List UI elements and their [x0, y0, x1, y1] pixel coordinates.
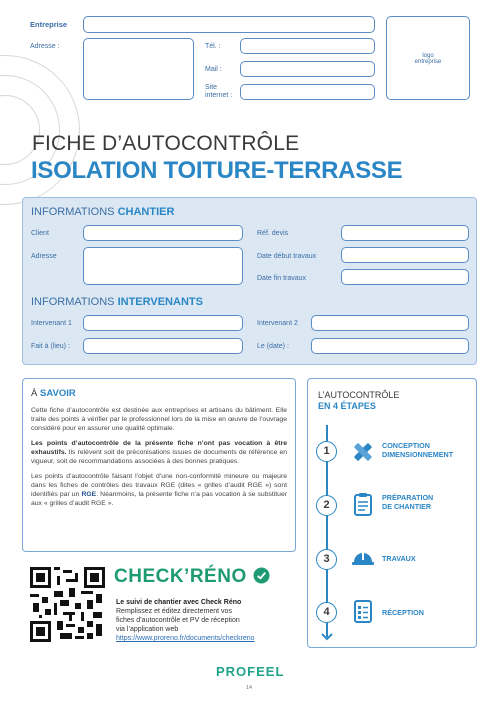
- steps-title: L’AUTOCONTRÔLE: [318, 390, 400, 400]
- intervenant2-label: Intervenant 2: [257, 320, 298, 327]
- intervenants-section-title: [31, 296, 203, 308]
- step-2-line1: PRÉPARATION: [382, 493, 434, 502]
- intervenant2-field[interactable]: [311, 315, 469, 331]
- ref-devis-field[interactable]: [341, 225, 469, 241]
- date-label: Le (date) :: [257, 343, 289, 350]
- step-3-label: TRAVAUX: [382, 554, 416, 563]
- logo-placeholder-line1: logo: [422, 53, 434, 59]
- page-subtitle: ISOLATION TOITURE-TERRASSE: [31, 157, 403, 184]
- checkreno-logo: [114, 566, 270, 588]
- qr-code-icon[interactable]: [30, 567, 105, 642]
- step-1-line1: CONCEPTION: [382, 441, 430, 450]
- a-savoir-p2-bold: Les points d’autocontrôle de la présente fiche n’ont pas vocation à être exhaustifs.: [31, 440, 287, 456]
- date-fin-field[interactable]: [341, 269, 469, 285]
- intervenant1-field[interactable]: [83, 315, 243, 331]
- steps-box: [307, 378, 477, 648]
- date-debut-label: Date début travaux: [257, 253, 317, 260]
- checkreno-line3: fiches d’autocontrôle et PV de réception: [116, 617, 240, 624]
- checkreno-description: [116, 598, 306, 643]
- date-debut-field[interactable]: [341, 247, 469, 263]
- rge-badge: RGE: [81, 491, 97, 498]
- a-savoir-p3: [31, 472, 287, 508]
- step-1-line2: DIMENSIONNEMENT: [382, 450, 454, 459]
- step-1-label: [382, 441, 453, 459]
- clipboard-icon: [350, 491, 376, 517]
- tel-field[interactable]: [240, 38, 375, 54]
- timeline-arrow-icon: [321, 633, 333, 641]
- checkreno-logo-text: CHECK’RÉNO: [114, 566, 247, 587]
- checkreno-line4: via l’application web: [116, 626, 179, 633]
- step-4-number: 4: [316, 602, 337, 623]
- tel-label: Tél. :: [205, 43, 221, 50]
- info-panel: [22, 197, 477, 365]
- fait-a-field[interactable]: [83, 338, 243, 354]
- checkreno-line2: Remplissez et éditez directement vos: [116, 608, 232, 615]
- checkreno-link[interactable]: https://www.proreno.fr/documents/checkreno: [116, 635, 255, 642]
- site-label-2: internet :: [205, 92, 233, 99]
- check-circle-icon: [253, 567, 270, 584]
- a-savoir-p2-rest: Ils relèvent soit de préconisations issues de documents de référence en vigueur, soit de recommandations associées à des bonnes pratiques.: [31, 449, 287, 465]
- site-field[interactable]: [240, 84, 375, 100]
- a-savoir-title: [31, 388, 287, 399]
- checklist-icon: [350, 598, 376, 624]
- chantier-title-light: INFORMATIONS: [31, 206, 118, 218]
- chantier-title-bold: CHANTIER: [117, 206, 175, 218]
- adresse-label: Adresse :: [30, 43, 60, 50]
- a-savoir-p3-b: . Néanmoins, la présente fiche n’a pas vocation à se substituer aux « grilles d’audit RGE ».: [31, 491, 287, 507]
- fait-a-label: Fait à (lieu) :: [31, 343, 70, 350]
- page-title: FICHE D’AUTOCONTRÔLE: [32, 132, 300, 155]
- step-2-line2: DE CHANTIER: [382, 502, 432, 511]
- a-savoir-p2: [31, 439, 287, 466]
- profeel-logo: PROFEEL: [216, 664, 285, 679]
- date-field[interactable]: [311, 338, 469, 354]
- ref-devis-label: Réf. devis: [257, 230, 289, 237]
- entreprise-label: Entreprise: [30, 20, 68, 29]
- a-savoir-p1: Cette fiche d’autocontrôle est destinée aux entreprises et artisans du bâtiment. Elle traite des points à vérifier par le professionnel lors de la mise en œuvre de l’ouvrage considéré pour en assurer une qualité optimale.: [31, 407, 287, 432]
- steps-subtitle: EN 4 ÉTAPES: [318, 401, 376, 411]
- hard-hat-icon: [350, 544, 376, 570]
- ruler-pencil-icon: [350, 439, 376, 465]
- date-fin-label: Date fin travaux: [257, 275, 307, 282]
- a-savoir-title-bold: SAVOIR: [39, 388, 76, 399]
- step-3-number: 3: [316, 549, 337, 570]
- logo-placeholder-line2: entreprise: [414, 59, 442, 65]
- client-field[interactable]: [83, 225, 243, 241]
- intervenants-title-light: INFORMATIONS: [31, 296, 118, 308]
- intervenants-title-bold: INTERVENANTS: [117, 296, 203, 308]
- chantier-section-title: [31, 206, 174, 218]
- page-number: 14: [246, 685, 253, 691]
- intervenant1-label: Intervenant 1: [31, 320, 72, 327]
- checkreno-title: Le suivi de chantier avec Check Réno: [116, 599, 242, 606]
- site-label: Site: [205, 84, 218, 91]
- logo-box[interactable]: [386, 16, 470, 100]
- step-4-label: RÉCEPTION: [382, 608, 424, 617]
- adresse-field[interactable]: [83, 38, 194, 100]
- entreprise-field[interactable]: [83, 16, 375, 33]
- step-2-label: [382, 493, 433, 511]
- step-2-number: 2: [316, 495, 337, 516]
- step-1-number: 1: [316, 441, 337, 462]
- a-savoir-p3-a: Les points d’autocontrôle faisant l’objet d’une non-conformité mineure ou majeure dans les fiches de contrôles des travaux RGE (dites « grilles d’audit RGE ») sont identifiés par un: [31, 473, 287, 498]
- chantier-adresse-label: Adresse: [31, 253, 57, 260]
- client-label: Client: [31, 230, 49, 237]
- chantier-adresse-field[interactable]: [83, 247, 243, 285]
- mail-field[interactable]: [240, 61, 375, 77]
- mail-label: Mail :: [205, 66, 222, 73]
- a-savoir-box: [22, 378, 296, 552]
- a-savoir-title-light: À: [31, 388, 40, 399]
